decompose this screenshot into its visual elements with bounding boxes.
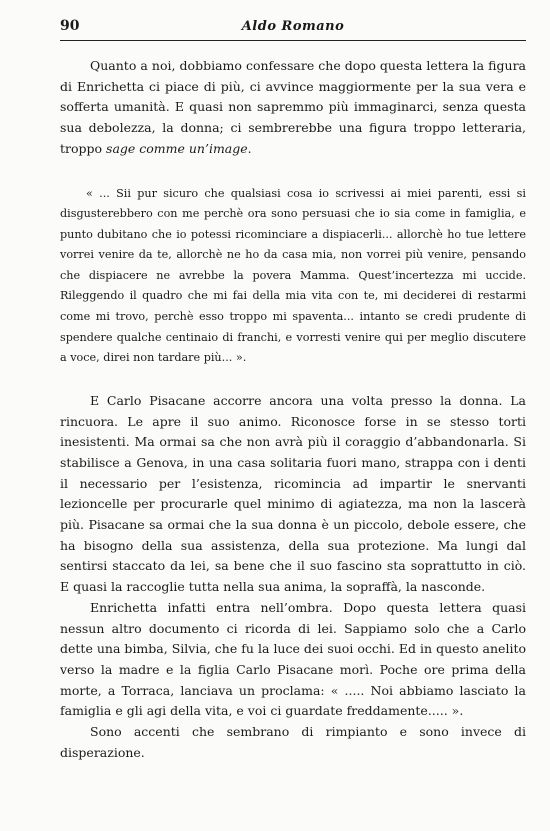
paragraph-3: Enrichetta infatti entra nell’ombra. Dopo questa lettera quasi nessun altro documento ci ricorda di lei. Sappiamo solo che a Carlo dette una bimba, Silvia, che fu la luce dei suoi occhi. Ed in questo anelito verso la madre e la figlia Carlo Pisacane morì. Poche ore prima della morte, a Torraca, lanciava un proclama: « ..... Noi abbiamo lasciato la famiglia e gli agi della vita, e voi ci guardate freddamente..... ».	[60, 599, 526, 719]
running-head: Aldo Romano	[241, 19, 345, 34]
italic-phrase: sage comme un’image	[106, 140, 248, 156]
paragraph-1	[60, 56, 526, 160]
quoted-letter: « ... Sii pur sicuro che qualsiasi cosa io scrivessi ai miei parenti, essi si disgusterebbero con me perchè ora sono persuasi che io sia come in famiglia, e punto dubitano che io potessi ricominciare a dispiacerli... allorchè ho tue lettere vorrei venire da te, allorchè ne ho da casa mia, non vorrei più venire, pensando che dispiacere ne avrebbe la povera Mamma. Quest’incertezza mi uccide. Rileggendo il quadro che mi fai della mia vita con te, mi deciderei di restarmi come mi trovo, perchè esso troppo mi spaventa... intanto se credi prudente di spendere qualche centinaio di franchi, e vorresti venire qui per meglio discutere a voce, direi non tardare più... ».	[60, 186, 526, 365]
paragraph-1-end: .	[247, 140, 252, 156]
page-header	[60, 18, 526, 41]
page-number: 90	[60, 18, 80, 34]
page-body	[60, 56, 526, 764]
paragraph-1-text: Quanto a noi, dobbiamo confessare che dopo questa lettera la figura di Enrichetta ci piace di più, ci avvince maggiormente per la sua vera e sofferta umanità. E quasi non sapremmo più immaginarci, senza questa sua debolezza, la donna; ci sembrerebbe una figura troppo letteraria, troppo	[60, 58, 526, 156]
paragraph-4: Sono accenti che sembrano di rimpianto e sono invece di disperazione.	[60, 724, 526, 760]
paragraph-2: E Carlo Pisacane accorre ancora una volta presso la donna. La rincuora. Le apre il suo animo. Riconosce forse in se stesso torti inesistenti. Ma ormai sa che non avrà più il coraggio d’abbandonarla. Si stabilisce a Genova, in una casa solitaria fuori mano, strappa con i denti il necessario per l’esistenza, ricomincia ad impartir le snervanti lezioncelle per procurarle quel minimo di agiatezza, ma non la lascerà più. Pisacane sa ormai che la sua donna è un piccolo, debole essere, che ha bisogno della sua assistenza, della sua protezione. Ma lungi dal sentirsi staccato da lei, sa bene che il suo fascino sta soprattutto in ciò. E quasi la raccoglie tutta nella sua anima, la sopraffà, la nasconde.	[60, 392, 526, 595]
